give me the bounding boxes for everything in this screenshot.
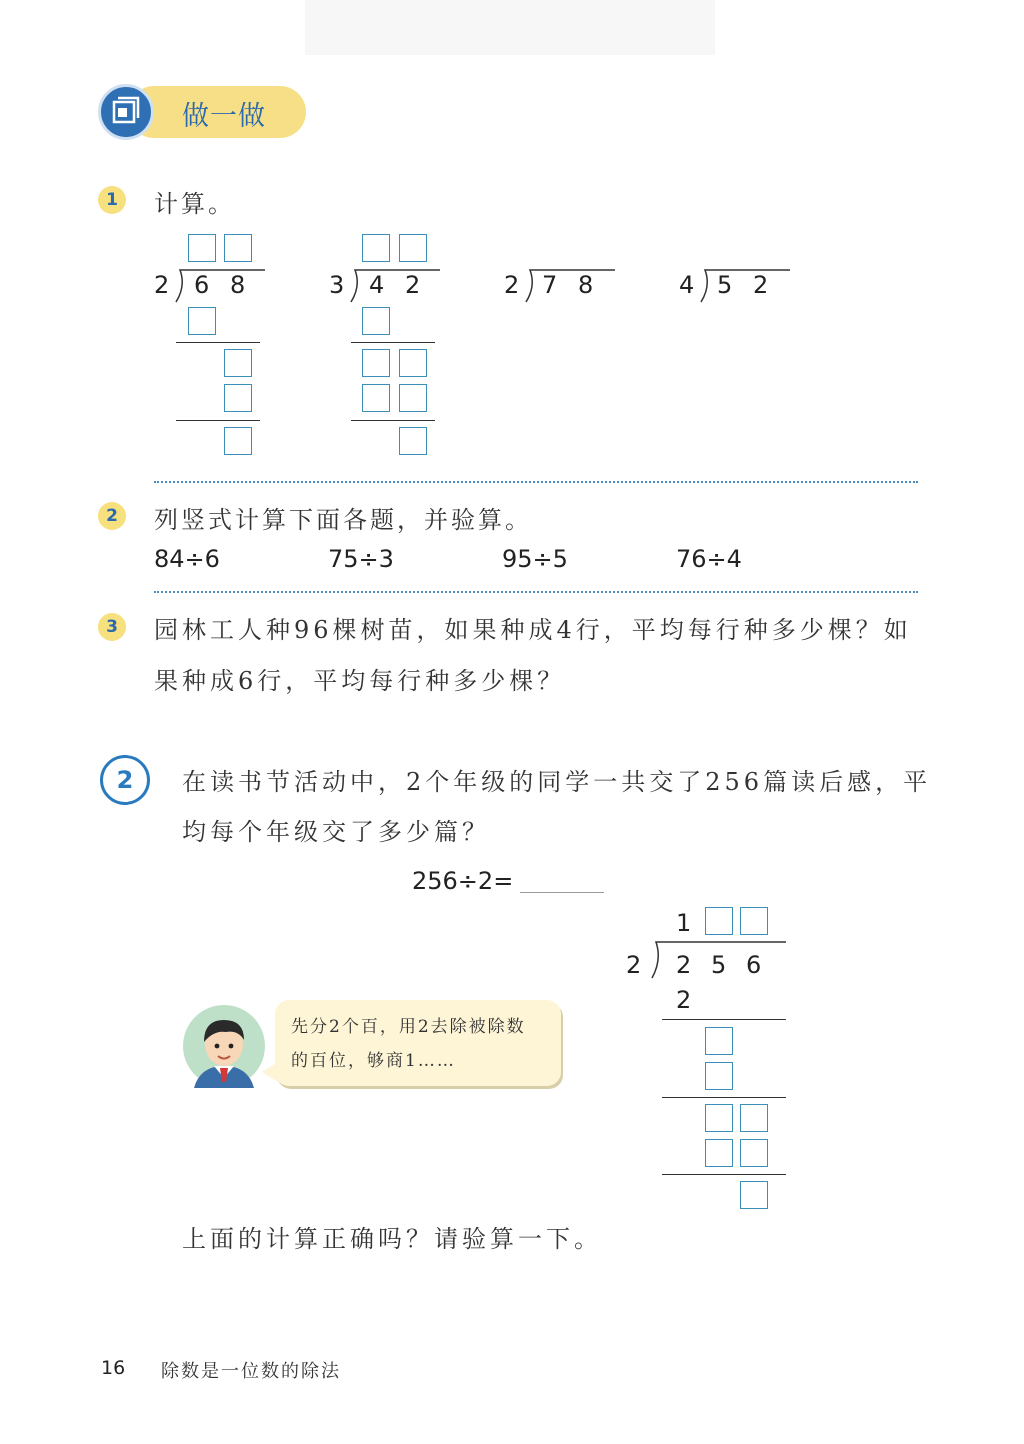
cube-icon xyxy=(98,84,154,140)
long-division-256 xyxy=(620,900,800,1220)
exercise-item: 75÷3 xyxy=(328,545,394,573)
answer-box[interactable] xyxy=(362,234,390,262)
example-line1: 在读书节活动中，2个年级的同学一共交了256篇读后感，平 xyxy=(182,768,932,796)
divisor: 2 xyxy=(154,271,170,299)
page-number: 16 xyxy=(101,1357,126,1379)
section-header xyxy=(98,84,308,140)
answer-box[interactable] xyxy=(399,384,427,412)
exercise-item: 84÷6 xyxy=(154,545,220,573)
chapter-title: 除数是一位数的除法 xyxy=(161,1361,341,1382)
question-badge-3: 3 xyxy=(98,613,126,641)
answer-box[interactable] xyxy=(362,349,390,377)
long-division-1 xyxy=(150,230,270,465)
check-question: 上面的计算正确吗？请验算一下。 xyxy=(182,1225,602,1253)
dividend-digit: 5 xyxy=(717,271,733,299)
equation: 256÷2= xyxy=(412,867,514,895)
answer-box[interactable] xyxy=(740,1181,768,1209)
dividend-digit: 7 xyxy=(542,271,558,299)
speech-bubble xyxy=(275,1000,561,1086)
exercise-item: 95÷5 xyxy=(502,545,568,573)
header-title: 做一做 xyxy=(182,101,266,132)
question-badge-2: 2 xyxy=(98,502,126,530)
division-bracket xyxy=(520,268,615,304)
answer-box[interactable] xyxy=(362,307,390,335)
answer-box[interactable] xyxy=(740,1139,768,1167)
divider-line xyxy=(662,1097,786,1098)
bubble-line2: 的百位，够商1…… xyxy=(291,1051,456,1071)
top-shade xyxy=(305,0,715,55)
dividend-digit: 8 xyxy=(230,271,246,299)
divisor: 3 xyxy=(329,271,345,299)
answer-box[interactable] xyxy=(399,234,427,262)
answer-box[interactable] xyxy=(224,384,252,412)
dividend-digit: 5 xyxy=(711,951,727,979)
product-digit: 2 xyxy=(676,986,692,1014)
answer-box[interactable] xyxy=(399,427,427,455)
answer-box[interactable] xyxy=(224,427,252,455)
boy-avatar xyxy=(182,1004,266,1088)
answer-box[interactable] xyxy=(224,349,252,377)
divider-line xyxy=(351,420,435,421)
answer-box[interactable] xyxy=(740,907,768,935)
answer-box[interactable] xyxy=(705,1139,733,1167)
answer-box[interactable] xyxy=(224,234,252,262)
long-division-4 xyxy=(675,230,795,310)
answer-box[interactable] xyxy=(705,907,733,935)
example-number: 2 xyxy=(100,755,150,805)
long-division-2 xyxy=(325,230,445,465)
divisor: 2 xyxy=(504,271,520,299)
exercise-item: 76÷4 xyxy=(676,545,742,573)
dividend-digit: 2 xyxy=(753,271,769,299)
dividend-digit: 6 xyxy=(746,951,762,979)
division-bracket xyxy=(170,268,265,304)
divider-line xyxy=(351,342,435,343)
answer-box[interactable] xyxy=(705,1104,733,1132)
question-1-text: 计算。 xyxy=(154,190,235,218)
long-division-3 xyxy=(500,230,620,310)
dividend-digit: 2 xyxy=(676,951,692,979)
answer-box[interactable] xyxy=(188,234,216,262)
dividend-digit: 6 xyxy=(194,271,210,299)
answer-box[interactable] xyxy=(399,349,427,377)
answer-box[interactable] xyxy=(188,307,216,335)
divisor: 2 xyxy=(626,951,642,979)
quotient-digit: 1 xyxy=(676,909,692,937)
answer-box[interactable] xyxy=(705,1027,733,1055)
equation-answer-line[interactable] xyxy=(520,892,604,893)
question-3-line2: 果种成6行，平均每行种多少棵？ xyxy=(154,667,566,695)
dividend-digit: 8 xyxy=(578,271,594,299)
divider-line xyxy=(662,1174,786,1175)
dividend-digit: 4 xyxy=(369,271,385,299)
answer-box[interactable] xyxy=(362,384,390,412)
divisor: 4 xyxy=(679,271,695,299)
question-3-line1: 园林工人种96棵树苗，如果种成4行，平均每行种多少棵？如 xyxy=(154,616,912,644)
bubble-line1: 先分2个百，用2去除被除数 xyxy=(291,1017,526,1037)
question-2-text: 列竖式计算下面各题，并验算。 xyxy=(154,506,532,534)
division-bracket xyxy=(695,268,790,304)
answer-box[interactable] xyxy=(740,1104,768,1132)
dotted-separator xyxy=(154,481,918,483)
divider-line xyxy=(662,1019,786,1020)
example-line2: 均每个年级交了多少篇？ xyxy=(182,818,490,846)
dividend-digit: 2 xyxy=(405,271,421,299)
divider-line xyxy=(176,342,260,343)
division-bracket xyxy=(345,268,440,304)
question-badge-1: 1 xyxy=(98,186,126,214)
dotted-separator xyxy=(154,591,918,593)
answer-box[interactable] xyxy=(705,1062,733,1090)
divider-line xyxy=(176,420,260,421)
